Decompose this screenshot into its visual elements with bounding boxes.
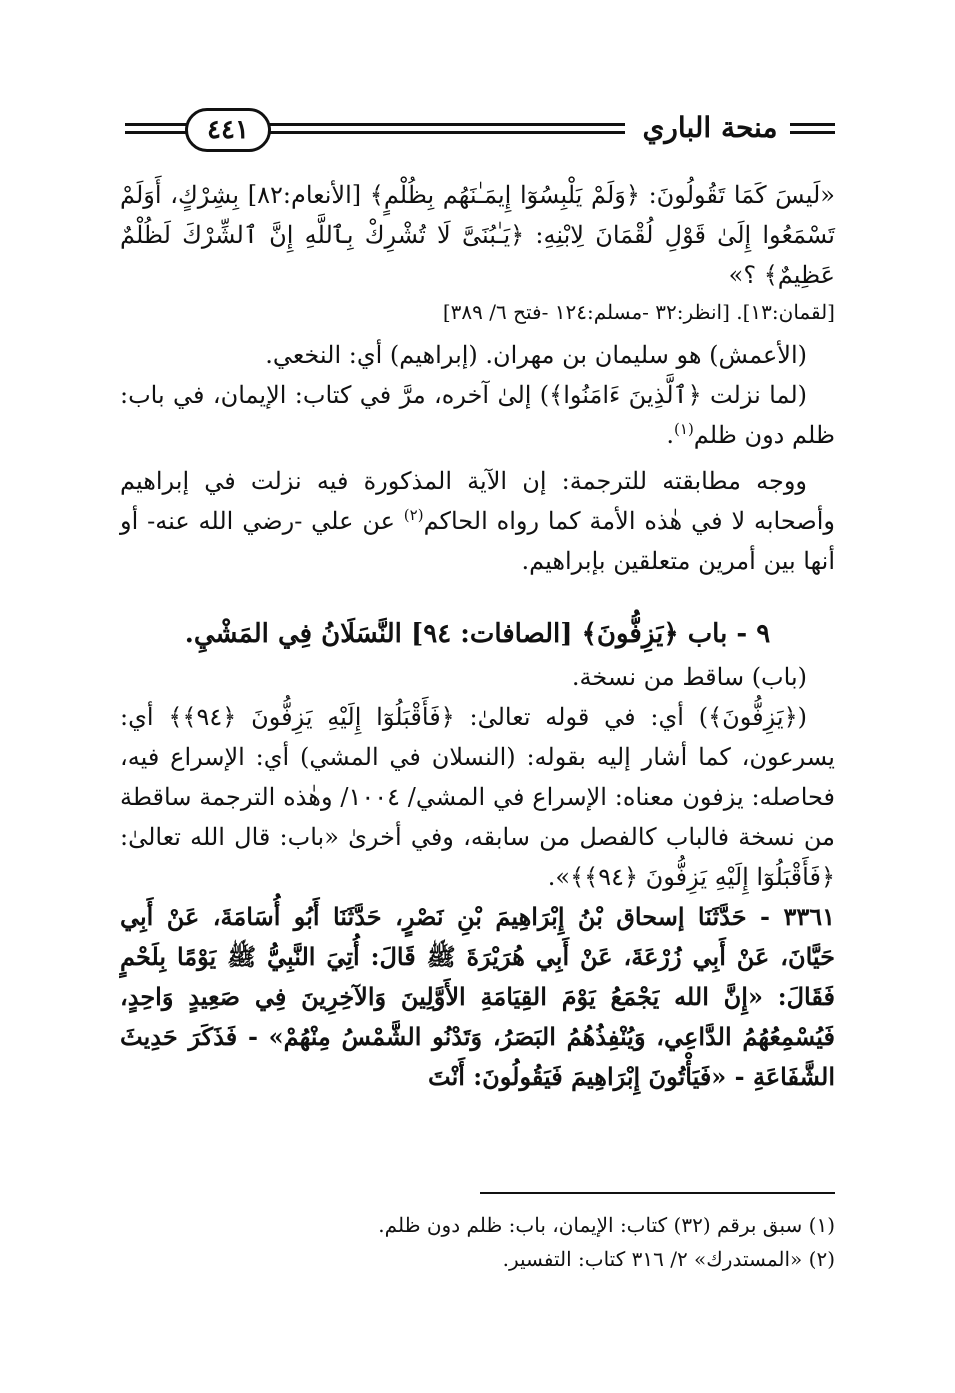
- commentary-yaziffun: (﴿يَزِفُّونَ﴾) أي: في قوله تعالىٰ: ﴿فَأَقْبَلُوٓا إِلَيْهِ يَزِفُّونَ ﴿٩٤﴾﴾ أي: يسرعون، كما أشار إليه بقوله: (النسلان في المشي) أي: الإسراع فيه، فحاصله: يزفون معناه: الإسراع في المشي/ ١٠٠٤/ وهٰذه الترجمة ساقطة من نسخة فالباب كالفصل من سابقه، وفي أخرىٰ «باب: قال الله تعالىٰ: ﴿فَأَقْبَلُوٓا إِلَيْهِ يَزِفُّونَ ﴿٩٤﴾﴾».: [120, 703, 836, 891]
- header-rule-middle-bottom: [255, 131, 625, 134]
- footnotes: [120, 1208, 835, 1276]
- commentary-verse: [120, 375, 835, 455]
- page-body: [120, 175, 835, 1097]
- header-rule-right-bottom: [790, 131, 835, 134]
- footnote-2: (٢) «المستدرك» ٢/ ٣١٦ كتاب: التفسير.: [502, 1247, 835, 1271]
- commentary-narrators: (الأعمش) هو سليمان بن مهران. (إبراهيم) أي: النخعي.: [265, 341, 807, 369]
- footnote-divider: [480, 1192, 835, 1194]
- footnote-1: (١) سبق برقم (٣٢) كتاب: الإيمان، باب: ظلم دون ظلم.: [378, 1213, 835, 1237]
- correspondence-text-b: عن علي -رضي الله عنه- أو أنها بين أمرين متعلقين بإبراهيم.: [120, 507, 835, 575]
- hadith-3361: ٣٣٦١ - حَدَّثَنَا إسحاق بْنُ إِبْرَاهِيمَ بْنِ نَصْرٍ، حَدَّثَنَا أَبُو أُسَامَةَ، عَنْ أَبِي حَيَّانَ، عَنْ أَبِي زُرْعَةَ، عَنْ أَبِي هُرَيْرَةَ ﷺ قَالَ: أُتِيَ النَّبِيُّ ﷺ يَوْمًا بِلَحْمٍ فَقَالَ: «إِنَّ الله يَجْمَعُ يَوْمَ القِيَامَةِ الأَوَّلِينَ وَالآخِرِينَ فِي صَعِيدٍ وَاحِدٍ، فَيُسْمِعُهُمُ الدَّاعِي، وَيُنْفِذُهُمُ البَصَرُ، وَتَدْنُو الشَّمْسُ مِنْهُمْ» - فَذَكَرَ حَدِيثَ الشَّفَاعَةِ - «فَيَأْتُونَ إِبْرَاهِيمَ فَيَقُولُونَ: أَنْتَ: [120, 902, 835, 1091]
- hadith-quote: «لَيسَ كَمَا تَقُولُونَ: ﴿وَلَمْ يَلْبِسُوٓا إِيمَـٰنَهُم بِظُلْمٍ﴾ [الأنعام:٨٢] بِشِرْكٍ، أَوَلَمْ تَسْمَعُوا إِلَىٰ قَوْلِ لُقْمَانَ لِابْنِهِ: ﴿يَـٰبُنَىَّ لَا تُشْرِكْ بِٱللَّهِ إِنَّ ٱلشِّرْكَ لَظُلْمٌ عَظِيمٌ﴾ ؟»: [120, 181, 835, 289]
- commentary-correspondence: [120, 461, 835, 581]
- chapter-heading: ٩ - باب ﴿يَزِفُّونَ﴾ [الصافات: ٩٤] النَّسَلَانُ فِي المَشْيِ.: [184, 619, 771, 649]
- book-title: منحة الباري: [642, 111, 778, 144]
- footnote-ref-1[interactable]: (١): [674, 420, 694, 438]
- commentary-bab-note: (باب) ساقط من نسخة.: [571, 663, 807, 691]
- page-number: ٤٤١: [185, 108, 271, 152]
- header-rule-middle-top: [255, 123, 625, 126]
- quote-reference: [لقمان:١٣]. [انظر:٣٢ -مسلم:١٢٤ -فتح ٦/ ٣٨٩]: [442, 300, 835, 324]
- footnote-ref-2[interactable]: (٢): [403, 506, 424, 524]
- header-rule-right-top: [790, 123, 835, 126]
- commentary-verse-end: .: [666, 421, 675, 449]
- commentary-verse-text: (لما نزلت ﴿ٱلَّذِينَ ءَامَنُوا﴾) إلىٰ آخره، مرَّ في كتاب: الإيمان، في باب: ظلم دون ظلم: [120, 381, 835, 449]
- page-header: [125, 100, 835, 160]
- correspondence-text-a: ووجه مطابقته للترجمة: إن الآية المذكورة فيه نزلت في إبراهيم وأصحابه لا في هٰذه الأمة كما رواه الحاكم: [120, 467, 835, 535]
